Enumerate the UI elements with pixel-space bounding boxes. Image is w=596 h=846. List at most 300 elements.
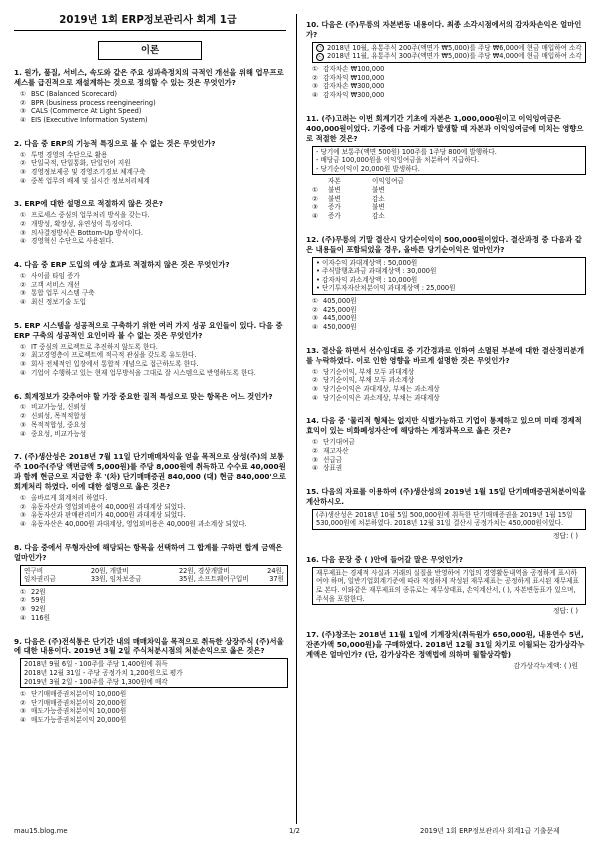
question-13 <box>306 346 586 403</box>
data-box <box>20 658 288 688</box>
question-12 <box>306 235 586 332</box>
option-text: 매도가능증권처분이익 10,000원 <box>31 707 127 716</box>
option-text: BPR (business process reengineering) <box>31 98 156 107</box>
answer-option <box>312 376 586 385</box>
question-stem: 회계정보가 갖추어야 할 가장 중요한 질적 특성으로 맞는 항목은 어느 것인가? <box>24 391 273 401</box>
option-text: 22원 <box>31 587 46 596</box>
question-text <box>14 139 288 149</box>
option-number: ④ <box>20 429 26 438</box>
option-number: ② <box>20 159 26 168</box>
question-4 <box>14 260 288 307</box>
option-text: 425,000원 <box>323 305 357 314</box>
option-number: ③ <box>20 107 26 116</box>
question-text <box>306 416 586 436</box>
answer-option <box>20 690 288 699</box>
option-text: 프로세스 중심의 업무처리 방식을 갖는다. <box>31 211 150 220</box>
section-label: 이론 <box>98 41 202 60</box>
statement-text: 2018년 10월, 유통주식 200주(액면가 ₩5,000)를 주당 ₩6,000에 현금 매입하여 소각 <box>327 43 582 52</box>
option-number: ③ <box>20 167 26 176</box>
statement-marker: ㉡ <box>317 53 323 60</box>
option-number: ③ <box>20 228 26 237</box>
option-number: ④ <box>20 368 26 377</box>
data-box-cell: 35원, <box>178 575 196 584</box>
question-stem: 다음 중 ERP의 기능적 특징으로 볼 수 없는 것은 무엇인가? <box>24 138 216 148</box>
answer-option <box>20 511 288 520</box>
data-box-line: • 주식발행초과금 과대계상액 : 30,000원 <box>316 267 437 276</box>
answer-option <box>20 272 288 281</box>
page-title: 2019년 1회 ERP정보관리사 회계 1급 <box>59 15 237 26</box>
answer-option <box>312 394 586 403</box>
answer-table-cell: 불변 <box>372 185 385 194</box>
option-number: ① <box>312 64 318 73</box>
option-number: ④ <box>20 115 26 124</box>
question-number: 11. <box>306 113 319 123</box>
answer-option <box>312 447 586 456</box>
option-number: ③ <box>20 707 26 716</box>
answer-option <box>20 116 288 125</box>
answer-option <box>312 306 586 315</box>
footer-blog: mau15.blog.me <box>14 827 68 835</box>
option-text: 고객 서비스 개선 <box>31 280 80 289</box>
option-text: 투명 경영의 수단으로 활용 <box>31 150 108 159</box>
option-text: 재고자산 <box>323 446 349 455</box>
question-1 <box>14 68 288 125</box>
option-text: 445,000원 <box>323 314 357 323</box>
option-text: 감자차익 ₩300,000 <box>323 91 385 100</box>
option-number: ② <box>20 98 26 107</box>
question-stem: ERP 시스템을 성공적으로 구축하기 위한 여러 가지 성공 요인들이 있다. 다음 중 ERP 구축의 성공적인 요인이라 볼 수 없는 것은 무엇인가? <box>14 320 283 340</box>
answer-blank: 정답: ( ) <box>552 531 578 540</box>
answer-options <box>14 494 288 529</box>
question-6 <box>14 392 288 439</box>
option-text: 단기매매증권처분이익 10,000원 <box>31 690 127 699</box>
option-number: ④ <box>20 298 26 307</box>
footer-page-number: 1/2 <box>289 827 300 835</box>
option-text: 단기대여금 <box>323 438 355 447</box>
data-box-line: • 단기투자자산처분이익 과대계상액 : 25,000원 <box>316 284 456 293</box>
question-text <box>306 630 586 660</box>
option-number: ③ <box>20 420 26 429</box>
question-8 <box>14 543 288 623</box>
option-number: ① <box>20 211 26 220</box>
answer-option <box>20 99 288 108</box>
answer-table-row <box>312 203 586 212</box>
answer-options <box>14 151 288 186</box>
option-text: 개방성, 확장성, 유연성이 특징이다. <box>31 220 133 229</box>
right-column <box>306 20 586 685</box>
question-number: 13. <box>306 345 319 355</box>
question-stem: 다음 문장 중 ( )안에 들어갈 말은 무엇인가? <box>321 554 463 564</box>
option-number: ② <box>312 446 318 455</box>
answer-option <box>20 494 288 503</box>
data-box-cell: 22원, <box>178 566 196 575</box>
option-number: ④ <box>312 322 318 331</box>
answer-option <box>20 707 288 716</box>
question-9 <box>14 637 288 725</box>
option-number: ① <box>20 272 26 281</box>
option-text: 신뢰성, 목적적합성 <box>31 412 87 421</box>
answer-options <box>306 368 586 403</box>
question-16 <box>306 555 586 616</box>
data-box <box>312 567 586 605</box>
option-text: 최고경영층이 프로젝트에 적극적 관심을 갖도록 유도한다. <box>31 351 197 360</box>
answer-options <box>14 403 288 438</box>
answer-option <box>20 716 288 725</box>
answer-table-cell: 불변 <box>328 194 341 203</box>
question-stem: 다음은 (주)전석통은 단기간 내의 매매차익을 목적으로 취득한 상장주식 (주)서울에 대한 내용이다. 2019년 3월 2일 주식처분시점의 처분손익으로 옳은 것은? <box>14 636 284 656</box>
answer-option <box>20 412 288 421</box>
option-text: 최신 정보기술 도입 <box>31 298 87 307</box>
answer-table-head-cell: 이익잉여금 <box>372 177 404 186</box>
option-text: 사이클 타임 증가 <box>31 272 80 281</box>
question-text <box>14 392 288 402</box>
option-number: ① <box>20 587 26 596</box>
data-box-line: 2018년 12월 31일 - 주당 공정가치 1,200원으로 평가 <box>24 668 183 677</box>
option-text: 의사결정방식은 Bottom-Up 방식이다. <box>31 228 143 237</box>
answer-option <box>312 456 586 465</box>
data-box-line: • 감자차익 과소계상액 : 10,000원 <box>316 275 418 284</box>
option-text: 단일국적, 단일통화, 단일언어 지원 <box>31 159 131 168</box>
data-box-cell: 임차보증금 <box>109 575 142 584</box>
option-number: ④ <box>20 613 26 622</box>
option-text: 59원 <box>31 596 46 605</box>
answer-option <box>20 107 288 116</box>
answer-option <box>20 421 288 430</box>
data-box-cell: 20원, <box>90 566 108 575</box>
option-text: 당기순이익, 부채 모두 과소계상 <box>323 376 415 385</box>
option-number: ① <box>20 342 26 351</box>
option-number: ④ <box>312 91 318 100</box>
option-text: IT 중심의 프로젝트로 추진하지 않도록 한다. <box>31 342 158 351</box>
answer-table-row <box>312 195 586 204</box>
option-number: ③ <box>312 455 318 464</box>
option-text: BSC (Balanced Scorecard) <box>31 89 117 98</box>
answer-table-cell: 불변 <box>372 203 385 212</box>
data-box-cell: 24원, <box>267 566 284 575</box>
answer-option <box>20 159 288 168</box>
answer-options <box>306 65 586 100</box>
answer-table <box>312 177 586 221</box>
option-text: 450,000원 <box>323 322 357 331</box>
answer-table-row <box>312 186 586 195</box>
option-number: ② <box>20 502 26 511</box>
option-number: ④ <box>20 716 26 725</box>
answer-option <box>20 588 288 597</box>
option-number: ① <box>312 296 318 305</box>
question-5 <box>14 321 288 378</box>
option-text: 기업이 수행하고 있는 현재 업무방식을 그대로 잘 시스템으로 반영하도록 한다. <box>31 368 256 377</box>
data-box <box>20 565 288 586</box>
option-text: 유동자산과 영업외비용이 40,000원 과대계상 되었다. <box>31 502 186 511</box>
answer-options <box>14 272 288 307</box>
answer-option <box>20 403 288 412</box>
question-text <box>14 68 288 88</box>
question-stem: 다음 중 ERP 도입의 예상 효과로 적절하지 않은 것은 무엇인가? <box>24 260 230 270</box>
question-stem: 원가, 품질, 서비스, 속도와 같은 주요 성과측정치의 극적인 개선을 위해 업무프로세스를 급진적으로 재설계하는 것으로 정의할 수 있는 것은 무엇인가? <box>14 68 284 87</box>
option-text: 감자차익 ₩100,000 <box>323 73 385 82</box>
option-number: ② <box>312 376 318 385</box>
option-text: 중복 업무의 배제 및 실시간 정보처리체계 <box>31 176 150 185</box>
data-box-line: 2019년 3월 2일 - 100주를 주당 1,300원에 매각 <box>24 677 168 686</box>
option-text: 당기순이익, 부채 모두 과대계상 <box>323 367 415 376</box>
footer-exam-name: 2019년 1회 ERP정보관리사 회계1급 기출문제 <box>420 827 560 835</box>
question-text <box>14 199 288 209</box>
answer-options <box>306 438 586 473</box>
answer-option <box>312 323 586 332</box>
question-number: 16. <box>306 554 319 564</box>
option-number: ④ <box>20 520 26 529</box>
data-box-line: - 배당금 100,000원을 이익잉여금을 처분하여 지급하다. <box>316 156 480 165</box>
answer-option <box>312 314 586 323</box>
question-number: 17. <box>306 630 319 640</box>
option-text: 선급금 <box>323 455 343 464</box>
option-number: ① <box>20 690 26 699</box>
answer-table-cell: 증가 <box>328 212 341 221</box>
question-text <box>306 114 586 144</box>
option-number: ② <box>20 220 26 229</box>
answer-option <box>312 65 586 74</box>
option-number: ④ <box>20 176 26 185</box>
answer-option <box>312 82 586 91</box>
option-text: 통합 업무 시스템 구축 <box>31 289 95 298</box>
data-box-line: 재무제표는 경제적 사실과 거래의 실질을 반영하여 기업의 경영활동내역을 공정하게 표시하여야 하며, 일반기업회계기준에 따라 적정하게 작성된 재무제표는 공정하게 표시된 재무제표로 본다. 이와같은 재무제표의 종류로는 재무상태표, 손익계산서, ( ), 자본변동표가 있으며, 주석을 포함한다. <box>316 568 580 603</box>
option-text: 유동자산은 40,000원 과대계상, 영업외비용은 40,000원 과소계상 되었다. <box>31 520 247 529</box>
question-stem: 다음은 (주)무릉의 자본변동 내용이다. 최종 소각시점에서의 감자차손익은 얼마인가? <box>306 20 582 39</box>
answer-option <box>20 237 288 246</box>
data-box-cell: 소프트웨어구입비 <box>197 575 249 584</box>
option-number: ③ <box>312 384 318 393</box>
answer-table-cell: ④ <box>312 212 318 221</box>
answer-table-cell: ① <box>312 185 318 194</box>
option-number: ④ <box>312 393 318 402</box>
answer-table-cell: ② <box>312 194 318 203</box>
option-number: ③ <box>312 82 318 91</box>
question-text <box>306 487 586 507</box>
answer-option <box>20 605 288 614</box>
option-text: 유동자산과 판매관리비가 40,000원 과대계상 되었다. <box>31 511 186 520</box>
answer-option <box>312 464 586 473</box>
answer-option <box>312 91 586 100</box>
question-stem: (주)창조는 2018년 11월 1일에 기계장치(취득원가 650,000원, 내용연수 5년, 잔존가액 50,000원)을 구매하였다. 2018년 12월 31일 차기로 이월되는 감가상각누계액은 얼마인가? (단, 감가상각은 정액법에 의하며 월할상각함) <box>306 630 585 659</box>
question-7 <box>14 452 288 529</box>
title-rule <box>14 30 286 31</box>
data-box-cell: 개발비 <box>109 566 129 575</box>
question-stem: 다음의 자료를 이용하여 (주)생산성의 2019년 1월 15일 단기매매증권처분이익을 계산하시오. <box>306 486 586 506</box>
column-divider <box>296 14 297 824</box>
question-text <box>306 555 586 565</box>
option-number: ③ <box>20 511 26 520</box>
option-text: CALS (Commerce At Light Speed) <box>31 107 142 116</box>
answer-table-cell: 감소 <box>372 212 385 221</box>
answer-option <box>20 220 288 229</box>
question-text <box>14 543 288 563</box>
question-3 <box>14 199 288 246</box>
data-box-cell: 연구비 <box>24 566 44 575</box>
answer-options <box>14 211 288 246</box>
statement-row <box>316 52 582 61</box>
question-number: 10. <box>306 20 319 29</box>
answer-option <box>20 211 288 220</box>
data-box-row <box>24 567 284 576</box>
answer-table-row <box>312 212 586 221</box>
option-text: EIS (Executive Information System) <box>31 115 148 124</box>
question-text <box>306 20 586 40</box>
answer-option <box>20 360 288 369</box>
question-text <box>14 321 288 341</box>
question-text <box>306 235 586 255</box>
question-text <box>14 260 288 270</box>
question-stem: (주)고려는 이번 회계기간 기초에 자본은 1,000,000원이고 이익잉여금은 400,000원이었다. 기중에 다음 거래가 발생할 때 자본과 이익잉여금에 미치는 영향으로 적절한 것은? <box>306 113 584 143</box>
option-text: 중요성, 비교가능성 <box>31 429 87 438</box>
question-number: 9. <box>14 636 22 646</box>
answer-table-cell: 불변 <box>328 185 341 194</box>
option-number: ① <box>20 89 26 98</box>
option-text: 회사 전체적인 입장에서 통합적 개념으로 접근하도록 한다. <box>31 360 199 369</box>
data-box-line: (주)생산성은 2018년 10월 5일 500,000원에 취득한 단기매매증권을 2019년 1월 15일 530,000원에 처분하였다. 2018년 12월 31일 결산시 공정가치는 450,000원이었다. <box>316 510 573 528</box>
question-stem: (주)무릉의 기말 결산시 당기순이익이 500,000원이었다. 결산과정 중 다음과 같은 내용들이 포함되었을 경우, 올바른 당기순이익은 얼마인가? <box>306 234 582 254</box>
option-text: 92원 <box>31 605 46 614</box>
option-number: ② <box>312 73 318 82</box>
option-number: ① <box>20 493 26 502</box>
option-number: ① <box>312 438 318 447</box>
question-text <box>306 346 586 366</box>
question-number: 6. <box>14 391 22 401</box>
option-text: 올바르게 회계처리 하였다. <box>31 493 108 502</box>
option-number: ② <box>312 305 318 314</box>
answer-table-head-cell: 자본 <box>328 177 341 186</box>
answer-option <box>312 297 586 306</box>
data-box-cell: 경상개발비 <box>197 566 230 575</box>
question-number: 2. <box>14 138 22 148</box>
data-box-line: - 당기순이익이 20,000원 발생하다. <box>316 164 420 173</box>
data-box-cell: 임차권리금 <box>24 575 56 584</box>
question-number: 7. <box>14 452 22 462</box>
question-number: 12. <box>306 234 319 244</box>
answer-options <box>14 588 288 623</box>
option-text: 경영정보제공 및 경영조기경보 체계구축 <box>31 167 146 176</box>
question-number: 5. <box>14 320 22 330</box>
data-box-cell: 33원, <box>90 575 108 584</box>
data-box-line: 2018년 9월 6일 - 100주를 주당 1,400원에 취득 <box>24 660 168 669</box>
option-text: 405,000원 <box>323 296 357 305</box>
answer-blank: 감가상각누계액: ( )원 <box>513 661 578 670</box>
data-box-cell: 37원 <box>269 575 284 584</box>
option-text: 목적적합성, 중요성 <box>31 420 87 429</box>
question-15 <box>306 487 586 541</box>
option-number: ② <box>20 596 26 605</box>
data-box <box>312 509 586 530</box>
answer-option <box>20 351 288 360</box>
option-text: 당기순이익은 과대계상, 부채는 과소계상 <box>323 384 440 393</box>
answer-option <box>20 168 288 177</box>
answer-option <box>312 368 586 377</box>
question-stem: 다음 중 '물리적 형체는 없지만 식별가능하고 기업이 통제하고 있으며 미래 경제적 효익이 있는 비화폐성자산'에 해당하는 계정과목으로 옳은 것은? <box>306 416 582 436</box>
question-number: 14. <box>306 416 319 426</box>
answer-option <box>20 151 288 160</box>
answer-option <box>312 385 586 394</box>
data-box <box>312 146 586 176</box>
answer-table-header <box>312 177 586 186</box>
answer-table-cell: 증가 <box>328 203 341 212</box>
answer-options <box>14 690 288 725</box>
question-14 <box>306 416 586 473</box>
answer-option <box>20 298 288 307</box>
question-number: 4. <box>14 260 22 270</box>
question-stem: 결산을 하면서 선수임대료 중 기간경과로 인하여 소멸된 부분에 대한 결산정리분개를 누락하였다. 이로 인한 영향을 바르게 설명한 것은 무엇인가? <box>306 345 585 365</box>
option-text: 단기매매증권처분이익 20,000원 <box>31 698 127 707</box>
question-17 <box>306 630 586 671</box>
data-box-line: - 당기에 보통주(액면 500원) 100주를 1주당 800에 발행하다. <box>316 147 497 156</box>
question-11 <box>306 114 586 221</box>
answer-option <box>20 177 288 186</box>
answer-option <box>20 520 288 529</box>
question-number: 3. <box>14 199 22 209</box>
option-number: ② <box>20 412 26 421</box>
answer-option <box>20 430 288 439</box>
option-number: ④ <box>20 237 26 246</box>
question-10 <box>306 20 586 100</box>
data-box-row <box>24 575 284 584</box>
option-number: ② <box>20 698 26 707</box>
data-box <box>312 257 586 295</box>
option-number: ① <box>20 403 26 412</box>
answer-options <box>14 343 288 378</box>
question-stem: (주)생산성은 2018년 7월 11일 단기매매차익을 얻을 목적으로 삼성(주)의 보통주 100주(주당 액면금액 5,000원)를 주당 8,000원에 취득하고 수수료 40,000원과 함께 현금으로 지급한 후 '(차) 단기매매증권 840,000 (대) 현금 840,000'으로 회계처리 하였다. 이에 대한 설명으로 옳은 것은? <box>14 452 286 492</box>
question-number: 15. <box>306 486 319 496</box>
option-number: ③ <box>20 605 26 614</box>
question-2 <box>14 139 288 186</box>
answer-option <box>312 438 586 447</box>
answer-option <box>20 90 288 99</box>
answer-option <box>20 614 288 623</box>
data-box-line: • 이자수익 과대계상액 : 50,000원 <box>316 258 418 267</box>
answer-table-cell: ③ <box>312 203 318 212</box>
answer-options <box>14 90 288 125</box>
option-number: ② <box>20 351 26 360</box>
answer-blank: 정답: ( ) <box>552 607 578 616</box>
option-text: 당기순이익은 과소계상, 부채는 과대계상 <box>323 393 440 402</box>
option-text: 경영혁신 수단으로 사용된다. <box>31 237 114 246</box>
option-number: ① <box>20 150 26 159</box>
answer-option <box>20 596 288 605</box>
answer-table-cell: 감소 <box>372 194 385 203</box>
option-number: ① <box>312 367 318 376</box>
question-number: 1. <box>14 68 22 77</box>
answer-table-head-cell <box>312 177 328 186</box>
option-text: 감자차손 ₩100,000 <box>323 64 385 73</box>
question-stem: ERP에 대한 설명으로 적절하지 않은 것은? <box>24 199 164 209</box>
statement-text: 2018년 11월, 유통주식 300주(액면가 ₩5,000)를 주당 ₩4,000에 현금 매입하여 소각 <box>327 52 582 61</box>
option-text: 상표권 <box>323 464 343 473</box>
question-text <box>14 637 288 657</box>
answer-option <box>20 369 288 378</box>
option-text: 매도가능증권처분이익 20,000원 <box>31 716 127 725</box>
question-stem: 다음 중에서 무형자산에 해당되는 항목을 선택하여 그 합계를 구하면 합계 금액은 얼마인가? <box>14 542 283 562</box>
answer-options <box>306 297 586 332</box>
option-text: 감자차손 ₩300,000 <box>323 82 385 91</box>
left-column <box>14 68 288 739</box>
question-text <box>14 452 288 492</box>
option-text: 비교가능성, 신뢰성 <box>31 403 87 412</box>
option-number: ③ <box>20 289 26 298</box>
option-number: ③ <box>20 360 26 369</box>
option-number: ④ <box>312 464 318 473</box>
question-number: 8. <box>14 542 22 552</box>
option-text: 116원 <box>31 613 50 622</box>
option-number: ③ <box>312 314 318 323</box>
statement-marker: ㉠ <box>317 45 323 52</box>
option-number: ② <box>20 280 26 289</box>
